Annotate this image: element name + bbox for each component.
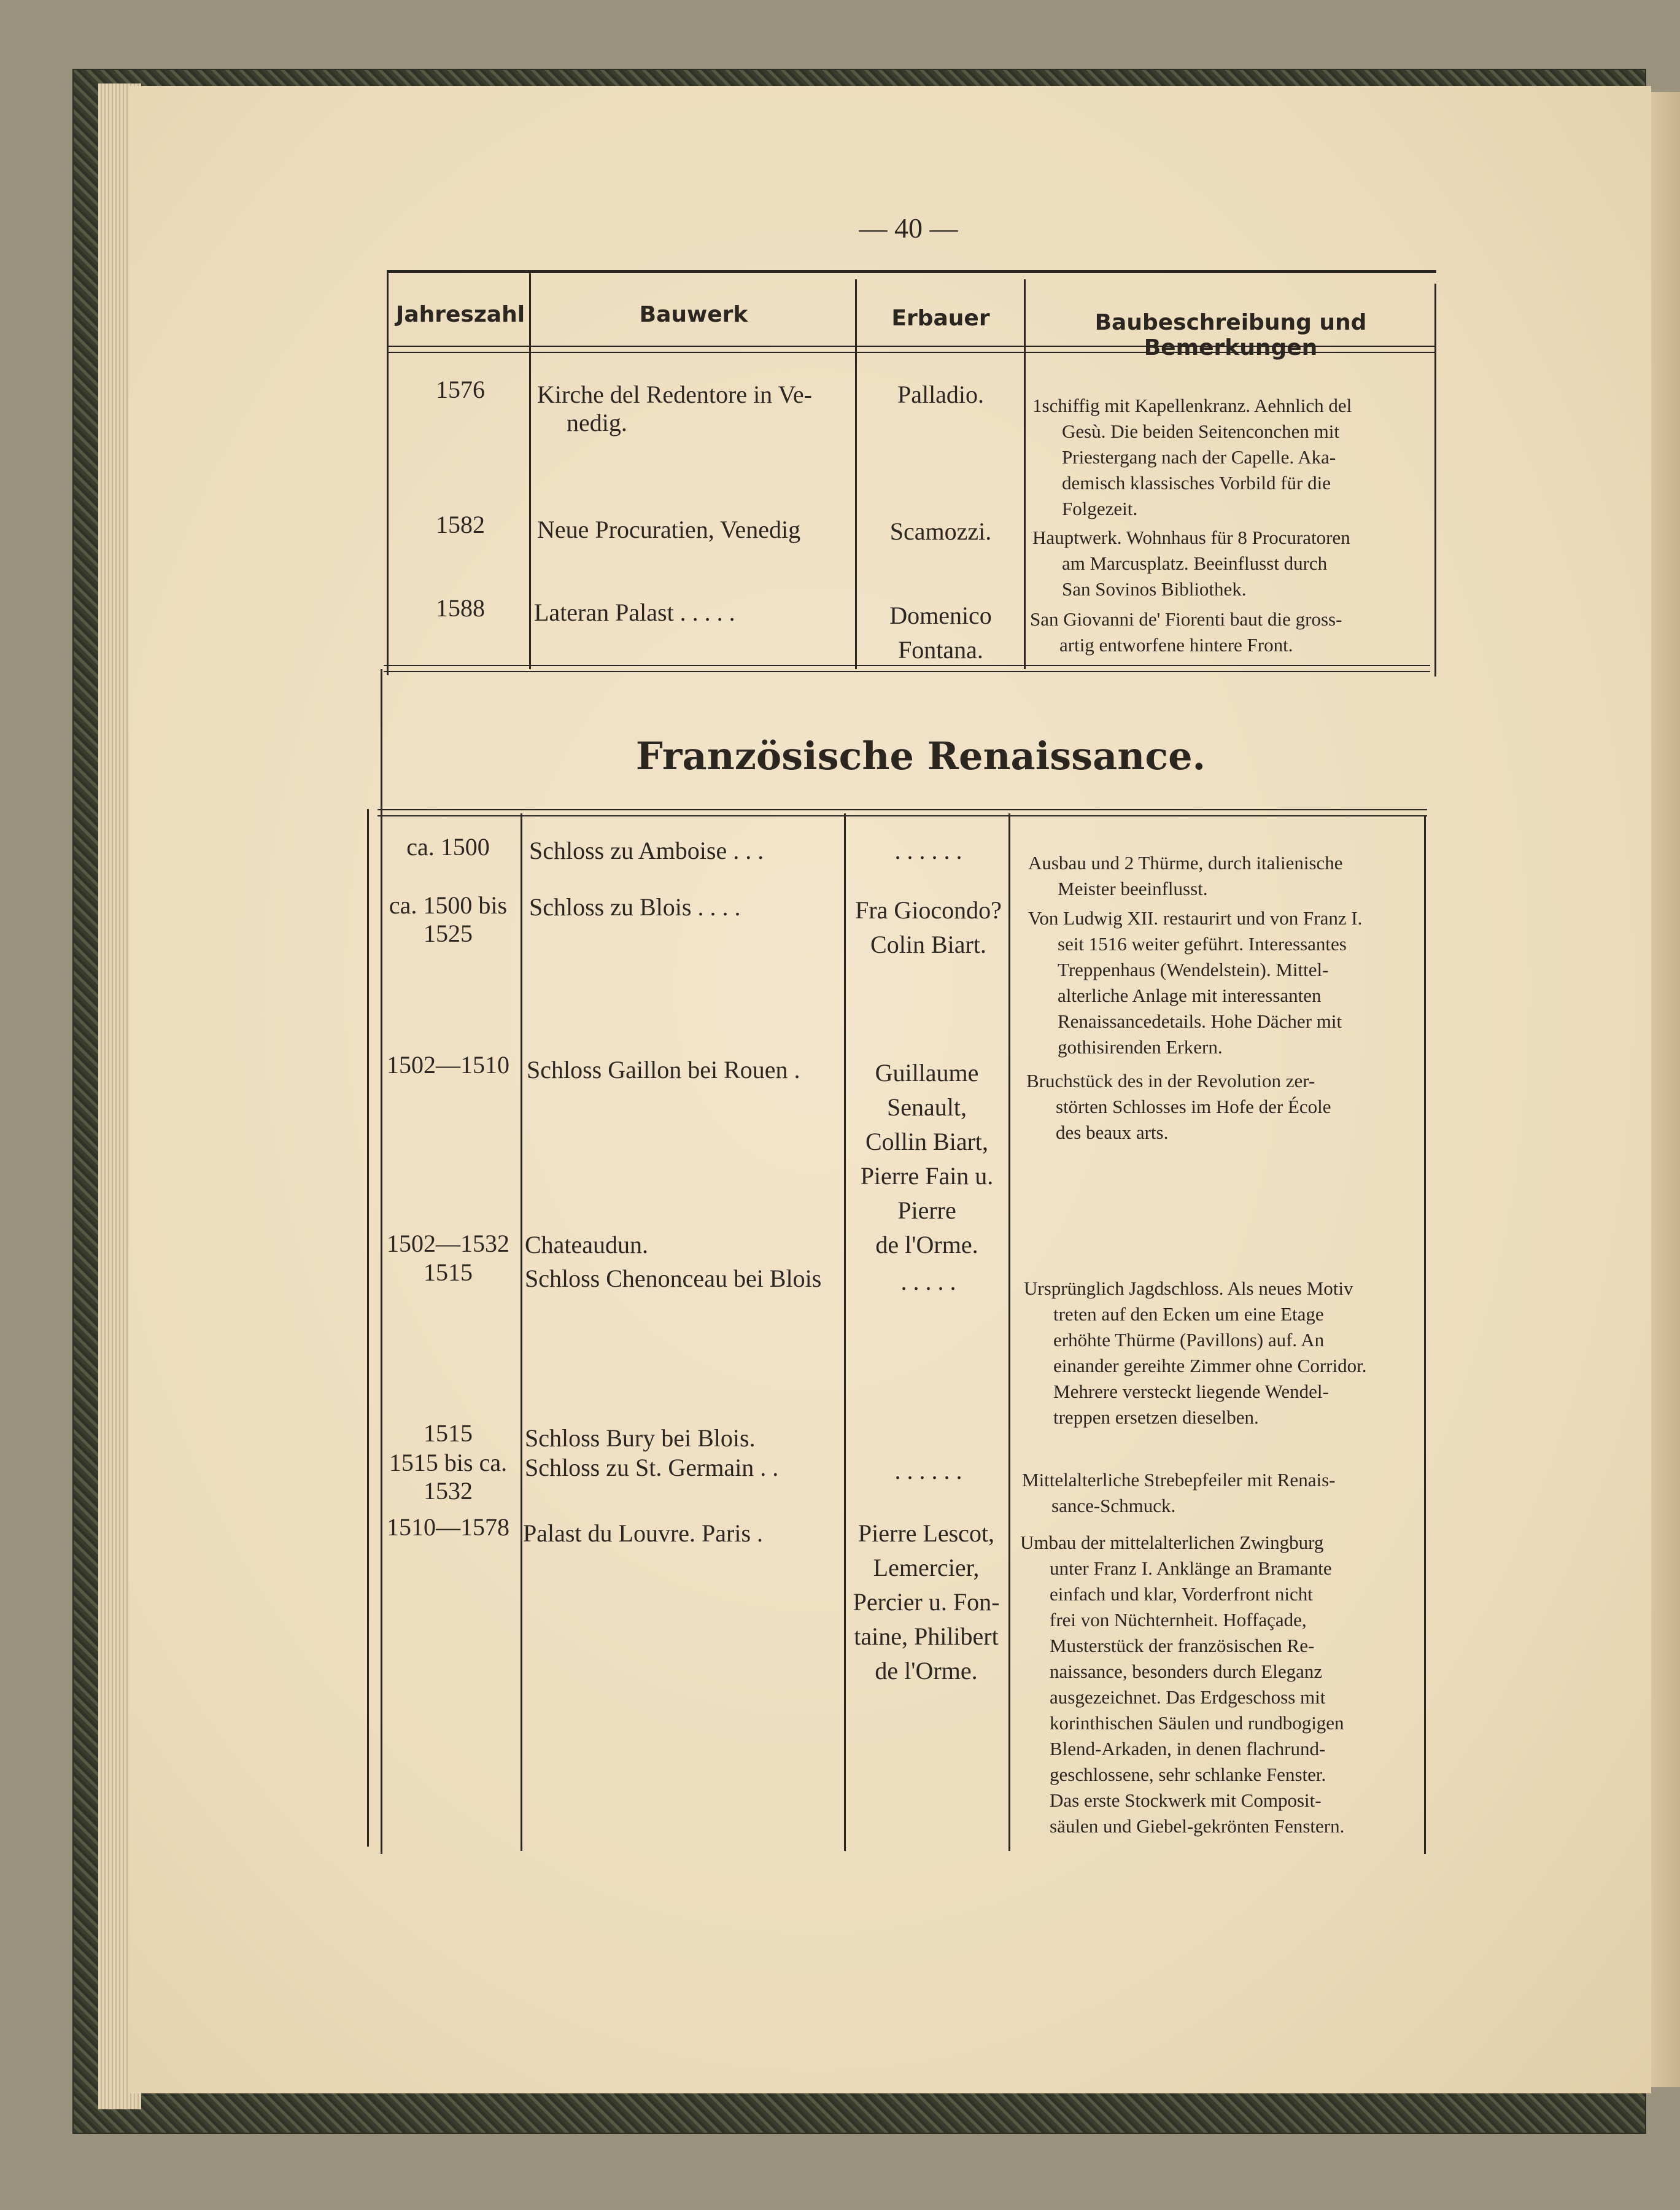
- description-line: einander gereihte Zimmer ohne Corridor.: [1053, 1355, 1367, 1376]
- builder-line: Guillaume: [875, 1059, 979, 1087]
- table-row-description: [1028, 850, 1418, 902]
- table-row-year: [374, 891, 522, 948]
- table-row-building: [525, 1454, 838, 1482]
- building-line: Schloss zu St. Germain . .: [525, 1454, 779, 1481]
- builder-line: Pierre Fain u.: [860, 1162, 994, 1190]
- description-line: Priestergang nach der Capelle. Aka-: [1062, 446, 1336, 468]
- column-line-building: [855, 279, 857, 669]
- year-text: 1515: [424, 1258, 473, 1286]
- column-line-french-builder: [1008, 813, 1010, 1851]
- description-line: unter Franz I. Anklänge an Bramante: [1050, 1557, 1332, 1579]
- column-line-outer-left: [387, 270, 389, 675]
- year-text: 1525: [424, 920, 473, 947]
- description-line: treten auf den Ecken um eine Etage: [1053, 1303, 1324, 1325]
- building-line: Lateran Palast . . . . .: [534, 599, 735, 626]
- table-row-year: [374, 1230, 522, 1258]
- building-line: Chateaudun.: [525, 1231, 649, 1258]
- description-line: naissance, besonders durch Eleganz: [1050, 1661, 1323, 1682]
- description-line: demisch klassisches Vorbild für die: [1062, 472, 1331, 494]
- column-line-french-building: [844, 813, 846, 1851]
- table-row-builder: [847, 1056, 1007, 1262]
- table-row-building: [529, 837, 842, 865]
- column-line-outer-right: [1434, 284, 1436, 677]
- table-row-builder: [850, 1454, 1007, 1488]
- table-row-description: [1030, 607, 1423, 658]
- table-row-description: [1024, 1276, 1417, 1430]
- column-line-builder: [1024, 279, 1026, 669]
- building-line: Palast du Louvre. Paris .: [523, 1519, 764, 1547]
- table-row-year: [374, 1051, 522, 1079]
- description-line: Bruchstück des in der Revolution zer-: [1026, 1070, 1315, 1091]
- table-row-description: [1032, 525, 1422, 602]
- building-line: Schloss zu Amboise . . .: [529, 837, 764, 864]
- table-row-building: [525, 1265, 844, 1293]
- column-line-french-right: [1424, 816, 1426, 1854]
- table-row-year: [374, 1449, 522, 1505]
- header-building: Bauwerk: [639, 302, 748, 327]
- table-row-year: [374, 833, 522, 861]
- table-row-builder: [850, 1265, 1007, 1299]
- description-line: Blend-Arkaden, in denen flachrund-: [1050, 1738, 1326, 1759]
- column-line-french-year: [521, 813, 522, 1851]
- building-line: Schloss Bury bei Blois.: [525, 1424, 756, 1452]
- building-line: Kirche del Redentore in Ve-: [537, 381, 812, 408]
- builder-line: de l'Orme.: [875, 1657, 978, 1685]
- year-text: 1515: [424, 1419, 473, 1447]
- builder-line: Fra Giocondo?: [855, 896, 1002, 924]
- builder-line: Pierre Lescot,: [857, 1519, 995, 1547]
- description-line: Gesù. Die beiden Seitenconchen mit: [1062, 421, 1339, 442]
- builder-line: Pierre: [897, 1196, 956, 1224]
- year-text: ca. 1500: [406, 833, 490, 861]
- description-line: Umbau der mittelalterlichen Zwingburg: [1020, 1532, 1324, 1553]
- building-line: Schloss zu Blois . . . .: [529, 893, 741, 921]
- table-row-description: [1028, 905, 1418, 1060]
- description-line: Folgezeit.: [1062, 498, 1138, 519]
- column-line-french-left: [367, 809, 369, 1847]
- builder-line: Senault,: [887, 1093, 967, 1121]
- year-text: 1502—1532: [387, 1230, 509, 1257]
- builder-line: Domenico: [889, 602, 992, 629]
- section-rule-4: [377, 815, 1427, 816]
- builder-line: . . . . . .: [894, 837, 962, 864]
- table-row-building: [523, 1519, 836, 1548]
- section-rule-3: [377, 809, 1427, 810]
- builder-line: . . . . . .: [894, 1457, 962, 1484]
- year-text: 1502—1510: [387, 1051, 509, 1079]
- table-row-builder: [859, 378, 1022, 412]
- description-line: erhöhte Thürme (Pavillons) auf. An: [1053, 1329, 1325, 1351]
- description-line: Renaissancedetails. Hohe Dächer mit: [1058, 1010, 1342, 1032]
- table-row-year: [374, 1513, 522, 1541]
- table-row-building: [537, 381, 850, 437]
- table-row-building: [527, 1056, 840, 1084]
- table-row-year: [374, 1258, 522, 1287]
- description-line: Treppenhaus (Wendelstein). Mittel-: [1058, 959, 1329, 980]
- description-line: San Sovinos Bibliothek.: [1062, 578, 1247, 600]
- builder-line: . . . . .: [900, 1268, 956, 1295]
- description-line: Ausbau und 2 Thürme, durch italienische: [1028, 852, 1343, 874]
- description-line: sance-Schmuck.: [1051, 1495, 1176, 1516]
- table-row-building: [534, 599, 847, 627]
- section-rule-2: [384, 671, 1430, 672]
- description-line: Ursprünglich Jagdschloss. Als neues Motiv: [1024, 1278, 1353, 1299]
- table-row-building: [537, 516, 850, 544]
- description-line: korinthischen Säulen und rundbogigen: [1050, 1712, 1344, 1734]
- table-row-building: [525, 1231, 838, 1259]
- table-row-builder: [846, 1516, 1007, 1688]
- table-row-year: [393, 511, 528, 539]
- year-text: ca. 1500 bis: [389, 891, 508, 919]
- builder-line: Fontana.: [898, 636, 983, 664]
- description-line: frei von Nüchternheit. Hoffaçade,: [1050, 1609, 1307, 1630]
- year-text: 1576: [436, 376, 485, 403]
- column-line-year: [529, 273, 531, 669]
- building-line: Schloss Gaillon bei Rouen .: [527, 1056, 800, 1084]
- description-line: treppen ersetzen dieselben.: [1053, 1406, 1259, 1428]
- builder-line: Scamozzi.: [889, 518, 992, 545]
- year-text: 1532: [424, 1477, 473, 1505]
- header-builder: Erbauer: [891, 306, 990, 331]
- builder-line: taine, Philibert: [854, 1623, 999, 1650]
- builder-line: Lemercier,: [873, 1554, 980, 1581]
- description-line: 1schiffig mit Kapellenkranz. Aehnlich del: [1032, 395, 1352, 416]
- builder-line: Palladio.: [897, 381, 985, 408]
- year-text: 1515 bis ca.: [389, 1449, 508, 1476]
- table-row-description: [1026, 1068, 1418, 1146]
- builder-line: de l'Orme.: [875, 1231, 978, 1258]
- description-line: alterliche Anlage mit interessanten: [1058, 985, 1322, 1006]
- header-year: Jahreszahl: [395, 302, 525, 327]
- description-line: säulen und Giebel-gekrönten Fenstern.: [1050, 1815, 1345, 1837]
- description-line: Mittelalterliche Strebepfeiler mit Renais-: [1022, 1469, 1336, 1491]
- description-line: San Giovanni de' Fiorenti baut die gross-: [1030, 608, 1342, 630]
- table-top-rule: [387, 270, 1436, 273]
- description-line: Das erste Stockwerk mit Composit-: [1050, 1789, 1322, 1811]
- description-line: Mehrere versteckt liegende Wendel-: [1053, 1381, 1329, 1402]
- building-line: nedig.: [567, 409, 627, 436]
- description-line: geschlossene, sehr schlanke Fenster.: [1050, 1764, 1326, 1785]
- page-number: — 40 —: [859, 212, 958, 244]
- building-line: Schloss Chenonceau bei Blois: [525, 1265, 822, 1292]
- table-row-builder: [850, 893, 1007, 962]
- table-row-builder: [850, 834, 1007, 868]
- description-line: artig entworfene hintere Front.: [1059, 634, 1293, 656]
- table-row-building: [529, 893, 842, 921]
- description-line: Meister beeinflusst.: [1058, 878, 1208, 899]
- table-row-year: [374, 1419, 522, 1448]
- table-row-description: [1032, 393, 1422, 522]
- description-line: am Marcusplatz. Beeinflusst durch: [1062, 552, 1328, 574]
- table-row-year: [393, 594, 528, 622]
- table-row-description: [1022, 1467, 1415, 1519]
- header-description: Baubeschreibung und Bemerkungen: [1094, 310, 1367, 360]
- table-row-building: [525, 1424, 838, 1452]
- section-title: Französische Renaissance.: [635, 734, 1206, 778]
- facing-page-edge: [1651, 92, 1680, 2087]
- builder-line: Colin Biart.: [870, 931, 986, 958]
- builder-line: Percier u. Fon-: [853, 1588, 1000, 1616]
- description-line: Von Ludwig XII. restaurirt und von Franz I.: [1028, 907, 1363, 929]
- year-text: 1582: [436, 511, 485, 538]
- table-row-builder: [859, 599, 1022, 667]
- description-line: Hauptwerk. Wohnhaus für 8 Procuratoren: [1032, 527, 1350, 548]
- builder-line: Collin Biart,: [865, 1128, 988, 1155]
- year-text: 1510—1578: [387, 1513, 509, 1541]
- description-line: gothisirenden Erkern.: [1058, 1036, 1223, 1058]
- description-line: Musterstück der französischen Re-: [1050, 1635, 1315, 1656]
- table-row-year: [393, 376, 528, 404]
- description-line: seit 1516 weiter geführt. Interessantes: [1058, 933, 1347, 955]
- year-text: 1588: [436, 594, 485, 622]
- table-row-description: [1020, 1530, 1416, 1839]
- description-line: einfach und klar, Vorderfront nicht: [1050, 1583, 1313, 1605]
- building-line: Neue Procuratien, Venedig: [537, 516, 801, 543]
- table-row-builder: [859, 514, 1022, 549]
- description-line: des beaux arts.: [1056, 1122, 1169, 1143]
- description-line: störten Schlosses im Hofe der École: [1056, 1096, 1331, 1117]
- description-line: ausgezeichnet. Das Erdgeschoss mit: [1050, 1686, 1326, 1708]
